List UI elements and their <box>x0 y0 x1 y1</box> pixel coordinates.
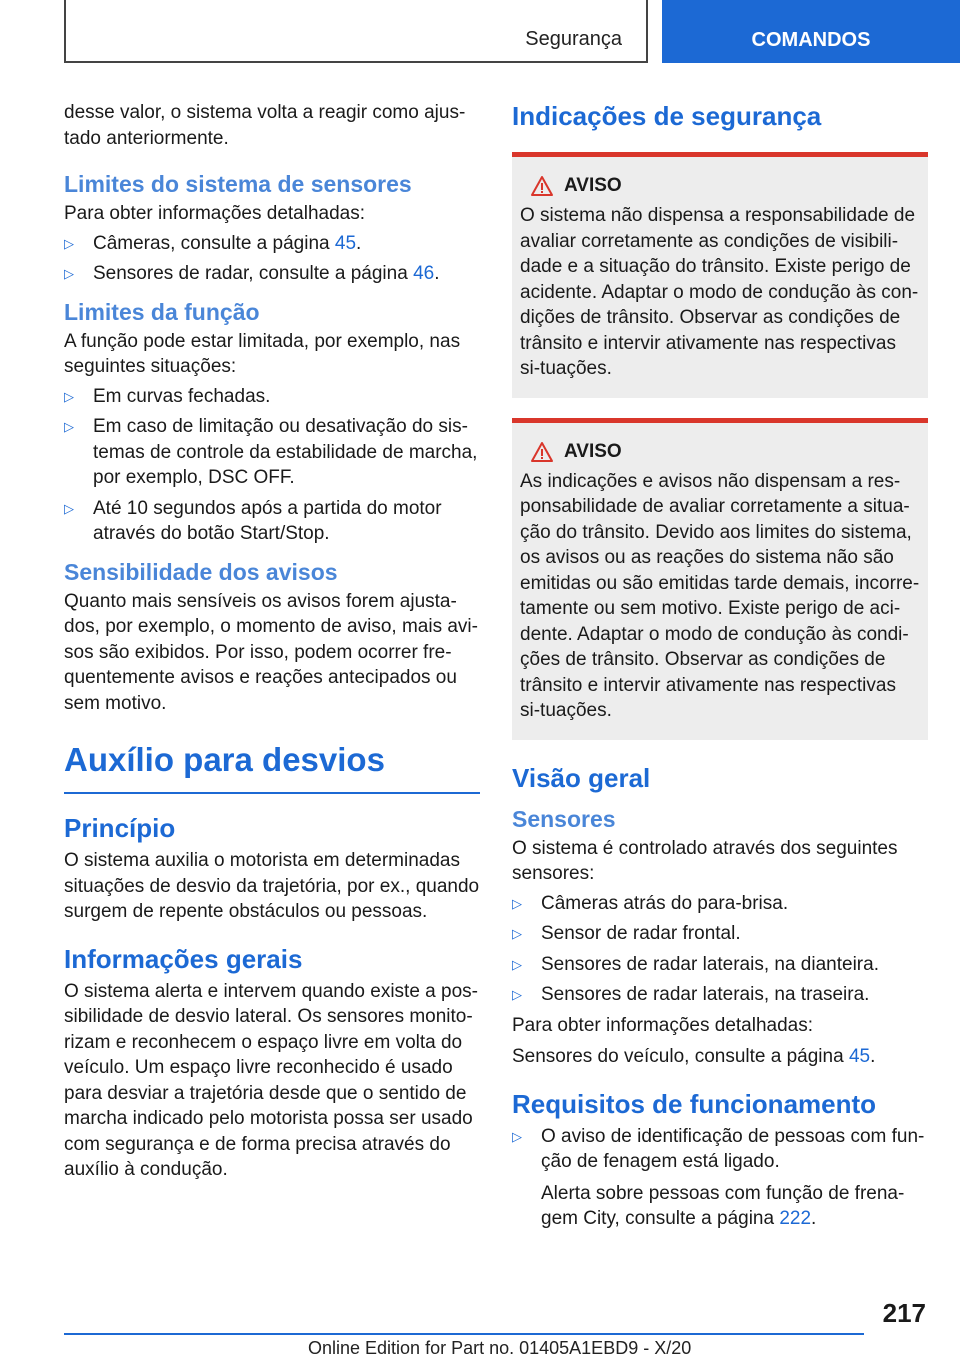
heading-sensors: Sensores <box>512 805 616 832</box>
sensor-limits-list <box>64 231 480 287</box>
list-item: ▷ O aviso de identificação de pessoas com fun-ção de fenagem está ligado. Alerta sobre pessoas com função de frena-gem City, consulte a página 222. <box>512 1124 928 1232</box>
list-item: ▷ Sensor de radar frontal. <box>512 921 928 947</box>
heading-sensitivity: Sensibilidade dos avisos <box>64 558 338 585</box>
page-number: 217 <box>882 1298 926 1328</box>
left-column <box>64 100 480 1183</box>
header-section-title: Segurança <box>525 28 622 50</box>
list-item-subtext: Alerta sobre pessoas com função de frena-gem City, consulte a página 222. <box>541 1182 905 1229</box>
function-limits-list <box>64 384 480 547</box>
heading-principle: Princípio <box>64 813 176 843</box>
list-item: ▷ Sensores de radar laterais, na dianteira. <box>512 952 928 978</box>
list-item: ▷ Câmeras atrás do para-brisa. <box>512 891 928 917</box>
heading-limits-function: Limites da função <box>64 298 260 325</box>
header-left-frame <box>64 0 648 63</box>
list-item: ▷ Em curvas fechadas. <box>64 384 480 410</box>
warning-text: O sistema não dispensa a responsabilidade de avaliar corretamente as condições de visibili-dade e a situação do trânsito. Existe perigo de acidente. Adaptar o modo de condução às con-dições de trânsito. Observar as condições de trânsito e intervir ativamente nas respectivas si-tuações. <box>520 205 919 379</box>
list-item: ▷ Em caso de limitação ou desativação do sis-temas de controle da estabilidade de marcha, por exemplo, DSC OFF. <box>64 414 480 491</box>
sensors-list <box>512 891 928 1008</box>
general-paragraph: O sistema alerta e intervem quando existe a pos-sibilidade de desvio lateral. Os sensores monito-rizam e reconhecem o espaço livre em volta do veículo. Um espaço livre reconhecido é usado para desviar a trajetória desde que o sentido de marcha indicado pelo motorista possa ser usado com segurança e de forma precisa através do auxílio à condução. <box>64 980 478 1180</box>
header-chapter-tab[interactable] <box>662 0 960 63</box>
info-paragraph: Para obter informações detalhadas: <box>512 1014 814 1036</box>
page-link[interactable]: 45 <box>334 232 357 254</box>
page-link[interactable]: 45 <box>848 1046 871 1067</box>
heading-overview: Visão geral <box>512 762 651 793</box>
warning-box <box>512 152 928 398</box>
page-link[interactable]: 46 <box>413 263 435 284</box>
list-item: ▷ Câmeras, consulte a página 45. <box>64 231 480 257</box>
footer-edition: Online Edition for Part no. 01405A1EBD9 - X/20 <box>308 1338 692 1358</box>
heading-safety: Indicações de segurança <box>512 101 822 131</box>
function-paragraph: A função pode estar limitada, por exemplo, nas seguintes situações: <box>64 330 461 377</box>
right-column <box>512 100 928 1237</box>
list-item: ▷ Sensores de radar laterais, na traseira. <box>512 982 928 1008</box>
heading-requirements: Requisitos de funcionamento <box>512 1088 877 1119</box>
warning-triangle-icon <box>530 175 554 197</box>
requirements-list <box>512 1124 928 1232</box>
footer-divider <box>64 1333 864 1335</box>
warning-title: AVISO <box>564 440 622 462</box>
heading-evasion-assist: Auxílio para desvios <box>64 738 480 794</box>
info-paragraph: Para obter informações detalhadas: <box>64 203 366 224</box>
page-link[interactable]: 222 <box>779 1208 812 1229</box>
vehicle-sensors-ref: Sensores do veículo, consulte a página 45. <box>512 1046 876 1067</box>
heading-general-info: Informações gerais <box>64 943 303 974</box>
heading-limits-sensors: Limites do sistema de sensores <box>64 171 412 197</box>
sensitivity-paragraph: Quanto mais sensíveis os avisos forem ajusta-dos, por exemplo, o momento de aviso, mais avi-sos são exibidos. Por isso, podem ocorrer fre-quentemente avisos e reações antecipados ou sem motivo. <box>64 590 478 714</box>
list-item: ▷ Até 10 segundos após a partida do motor através do botão Start/Stop. <box>64 496 480 547</box>
list-item: ▷ Sensores de radar, consulte a página 46. <box>64 261 480 287</box>
sensors-paragraph: O sistema é controlado através dos seguintes sensores: <box>512 837 898 884</box>
principle-paragraph: O sistema auxilia o motorista em determinadas situações de desvio da trajetória, por ex., quando surgem de repente obstáculos ou pessoas. <box>64 850 480 922</box>
warning-text: As indicações e avisos não dispensam a res-ponsabilidade de avaliar corretamente a situa-ção do trânsito. Devido aos limites do sistema, os avisos ou as reações do sistema não são emitidas ou são emitidas tarde demais, incorre-tamente ou sem motivo. Existe perigo de aci-dente. Adaptar o modo de condução às condi-ções de trânsito. Observar as condições de trânsito e intervir ativamente nas respectivas si-tuações. <box>520 470 920 721</box>
warning-triangle-icon <box>530 441 554 463</box>
header-chapter-label: COMANDOS <box>751 29 871 51</box>
warning-title: AVISO <box>564 175 622 196</box>
warning-box <box>512 418 928 740</box>
intro-paragraph: desse valor, o sistema volta a reagir como ajus-tado anteriormente. <box>64 102 466 149</box>
